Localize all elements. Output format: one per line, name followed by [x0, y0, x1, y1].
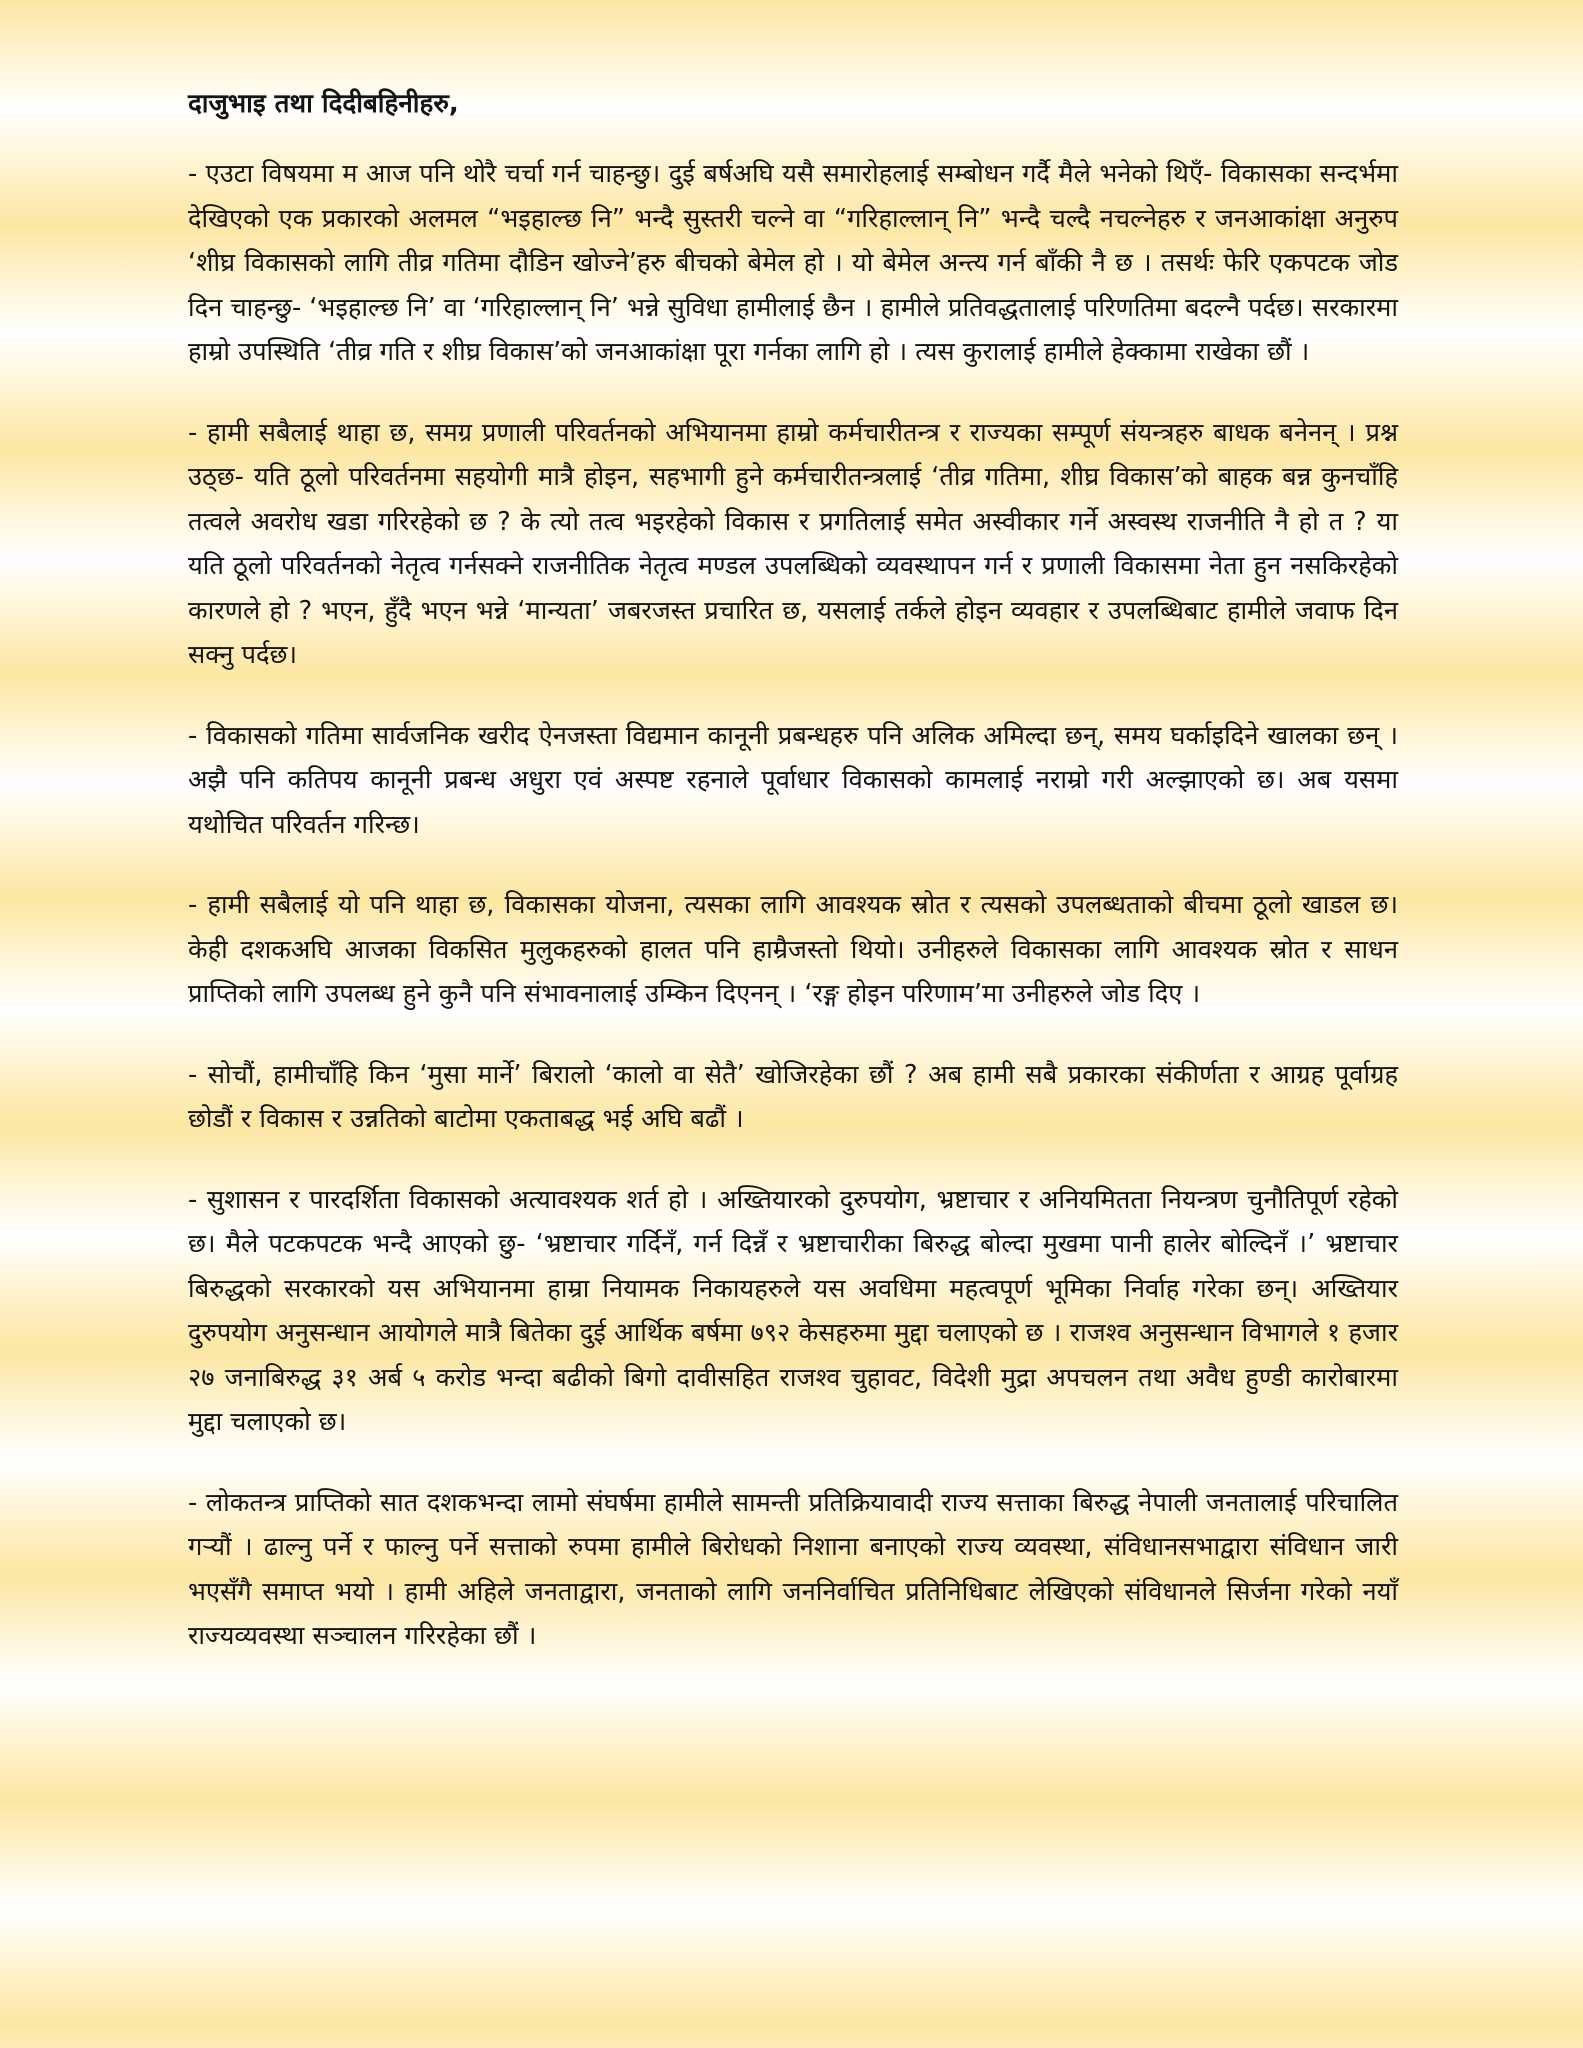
paragraph-7: - लोकतन्त्र प्राप्तिको सात दशकभन्दा लामो संघर्षमा हामीले सामन्ती प्रतिक्रियावादी राज्य सत्ताका बिरुद्ध नेपाली जनतालाई परिचालित गर्‍यौं । ढाल्नु पर्ने र फाल्नु पर्ने सत्ताको रुपमा हामीले बिरोधको निशाना बनाएको राज्य व्यवस्था, संविधानसभाद्वारा संविधान जारी भएसँगै समाप्त भयो । हामी अहिले जनताद्वारा, जनताको लागि जननिर्वाचित प्रतिनिधिबाट लेखिएको संविधानले सिर्जना गरेको नयाँ राज्यव्यवस्था सञ्चालन गरिरहेका छौं ।	[188, 1487, 1398, 1651]
paragraph-1: - एउटा विषयमा म आज पनि थोरै चर्चा गर्न चाहन्छु। दुई बर्षअघि यसै समारोहलाई सम्बोधन गर्दै मैले भनेको थिएँ- विकासका सन्दर्भमा देखिएको एक प्रकारको अलमल “भइहाल्छ नि” भन्दै सुस्तरी चल्ने वा “गरिहाल्लान् नि” भन्दै चल्दै नचल्नेहरु र जनआकांक्षा अनुरुप ‘शीघ्र विकासको लागि तीव्र गतिमा दौडिन खोज्ने’हरु बीचको बेमेल हो । यो बेमेल अन्त्य गर्न बाँकी नै छ । तसर्थः फेरि एकपटक जोड दिन चाहन्छु- ‘भइहाल्छ नि’ वा ‘गरिहाल्लान् नि’ भन्ने सुविधा हामीलाई छैन । हामीले प्रतिवद्धतालाई परिणतिमा बदल्नै पर्दछ। सरकारमा हाम्रो उपस्थिति ‘तीव्र गति र शीघ्र विकास’को जनआकांक्षा पूरा गर्नका लागि हो । त्यस कुरालाई हामीले हेक्कामा राखेका छौं ।	[188, 159, 1398, 367]
paragraph-2: - हामी सबैलाई थाहा छ, समग्र प्रणाली परिवर्तनको अभियानमा हाम्रो कर्मचारीतन्त्र र राज्यका सम्पूर्ण संयन्त्रहरु बाधक बनेनन् । प्रश्न उठ्छ- यति ठूलो परिवर्तनमा सहयोगी मात्रै होइन, सहभागी हुने कर्मचारीतन्त्रलाई ‘तीव्र गतिमा, शीघ्र विकास’को बाहक बन्न कुनचाँहि तत्वले अवरोध खडा गरिरहेको छ ? के त्यो तत्व भइरहेको विकास र प्रगतिलाई समेत अस्वीकार गर्ने अस्वस्थ राजनीति नै हो त ? या यति ठूलो परिवर्तनको नेतृत्व गर्नसक्ने राजनीतिक नेतृत्व मण्डल उपलब्धिको व्यवस्थापन गर्न र प्रणाली विकासमा नेता हुन नसकिरहेको कारणले हो ? भएन, हुँदै भएन भन्ने ‘मान्यता’ जबरजस्त प्रचारित छ, यसलाई तर्कले होइन व्यवहार र उपलब्धिबाट हामीले जवाफ दिन सक्नु पर्दछ।	[188, 417, 1398, 670]
paragraph-6: - सुशासन र पारदर्शिता विकासको अत्यावश्यक शर्त हो । अख्तियारको दुरुपयोग, भ्रष्टाचार र अनियमितता नियन्त्रण चुनौतिपूर्ण रहेको छ। मैले पटकपटक भन्दै आएको छु- ‘भ्रष्टाचार गर्दिनँ, गर्न दिन्नँ र भ्रष्टाचारीका बिरुद्ध बोल्दा मुखमा पानी हालेर बोल्दिनँ ।’ भ्रष्टाचार बिरुद्धको सरकारको यस अभियानमा हाम्रा नियामक निकायहरुले यस अवधिमा महत्वपूर्ण भूमिका निर्वाह गरेका छन्। अख्तियार दुरुपयोग अनुसन्धान आयोगले मात्रै बितेका दुई आर्थिक बर्षमा ७९२ केसहरुमा मुद्दा चलाएको छ । राजश्व अनुसन्धान विभागले १ हजार २७ जनाबिरुद्ध ३१ अर्ब ५ करोड भन्दा बढीको बिगो दावीसहित राजश्व चुहावट, विदेशी मुद्रा अपचलन तथा अवैध हुण्डी कारोबारमा मुद्दा चलाएको छ।	[188, 1184, 1398, 1437]
greeting-heading: दाजुभाइ तथा दिदीबहिनीहरु,	[188, 89, 459, 119]
paragraph-3: - विकासको गतिमा सार्वजनिक खरीद ऐनजस्ता विद्यमान कानूनी प्रबन्धहरु पनि अलिक अमिल्दा छन्, समय घर्काइदिने खालका छन् । अझै पनि कतिपय कानूनी प्रबन्ध अधुरा एवं अस्पष्ट रहनाले पूर्वाधार विकासको कामलाई नराम्रो गरी अल्झाएको छ। अब यसमा यथोचित परिवर्तन गरिन्छ।	[188, 720, 1398, 840]
paragraph-5: - सोचौं, हामीचाँहि किन ‘मुसा मार्ने’ बिरालो ‘कालो वा सेतै’ खोजिरहेका छौं ? अब हामी सबै प्रकारका संकीर्णता र आग्रह पूर्वाग्रह छोडौं र विकास र उन्नतिको बाटोमा एकताबद्ध भई अघि बढौं ।	[188, 1059, 1398, 1134]
document-page	[188, 82, 1398, 1695]
paragraph-4: - हामी सबैलाई यो पनि थाहा छ, विकासका योजना, त्यसका लागि आवश्यक स्रोत र त्यसको उपलब्धताको बीचमा ठूलो खाडल छ। केही दशकअघि आजका विकसित मुलुकहरुको हालत पनि हाम्रैजस्तो थियो। उनीहरुले विकासका लागि आवश्यक स्रोत र साधन प्राप्तिको लागि उपलब्ध हुने कुनै पनि संभावनालाई उम्किन दिएनन् । ‘रङ्ग होइन परिणाम’मा उनीहरुले जोड दिए ।	[188, 890, 1398, 1009]
